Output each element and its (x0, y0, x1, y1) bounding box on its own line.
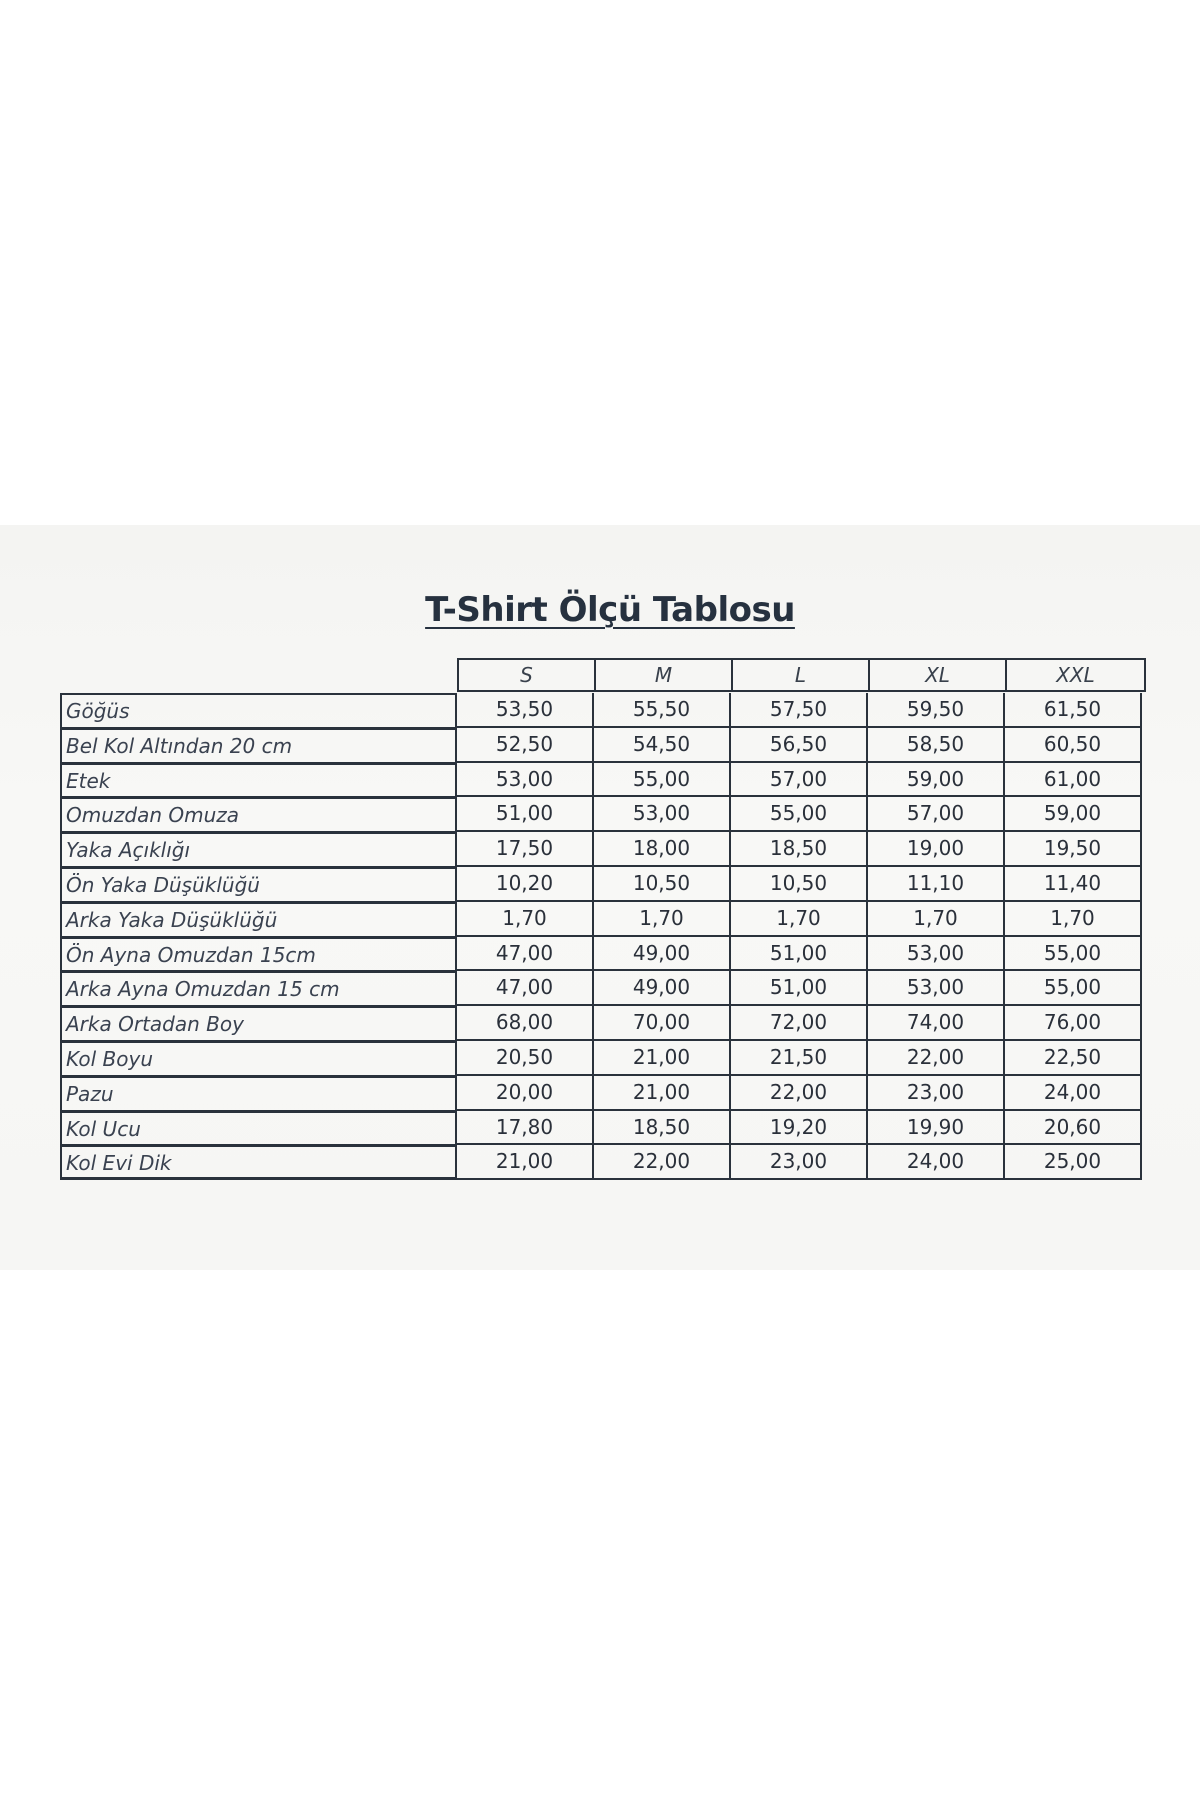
measurement-label: Ön Yaka Düşüklüğü (60, 867, 457, 902)
measurement-value-xxl: 76,00 (1005, 1006, 1142, 1041)
size-header-m: M (596, 660, 733, 690)
measurement-value-m: 18,00 (594, 832, 731, 867)
table-row (60, 867, 1145, 902)
measurement-value-s: 20,00 (457, 1076, 594, 1111)
measurement-value-l: 23,00 (731, 1145, 868, 1180)
measurement-value-l: 56,50 (731, 728, 868, 763)
measurement-value-xl: 22,00 (868, 1041, 1005, 1076)
measurement-value-xl: 24,00 (868, 1145, 1005, 1180)
measurement-value-xl: 57,00 (868, 797, 1005, 832)
measurement-value-s: 21,00 (457, 1145, 594, 1180)
measurement-value-xxl: 55,00 (1005, 937, 1142, 972)
size-header-xxl: XXL (1056, 663, 1095, 687)
measurement-value-s: 53,00 (457, 763, 594, 798)
measurement-value-xl: 53,00 (868, 937, 1005, 972)
measurement-value-l: 21,50 (731, 1041, 868, 1076)
table-row (60, 728, 1145, 763)
measurement-value-l: 55,00 (731, 797, 868, 832)
measurement-value-xl: 59,00 (868, 763, 1005, 798)
measurement-value-s: 1,70 (457, 902, 594, 937)
measurement-value-xxl: 25,00 (1005, 1145, 1142, 1180)
measurement-label: Pazu (60, 1076, 457, 1111)
measurement-value-xxl: 1,70 (1005, 902, 1142, 937)
measurement-value-l: 57,50 (731, 693, 868, 728)
table-title (0, 590, 1200, 630)
table-row (60, 902, 1145, 937)
measurement-value-xl: 58,50 (868, 728, 1005, 763)
measurement-value-m: 55,50 (594, 693, 731, 728)
table-row (60, 763, 1145, 798)
measurement-value-s: 51,00 (457, 797, 594, 832)
table-row (60, 832, 1145, 867)
measurement-value-m: 54,50 (594, 728, 731, 763)
measurement-value-m: 49,00 (594, 971, 731, 1006)
measurement-value-xl: 11,10 (868, 867, 1005, 902)
measurement-value-xxl: 24,00 (1005, 1076, 1142, 1111)
measurement-value-l: 1,70 (731, 902, 868, 937)
measurement-label: Etek (60, 763, 457, 798)
measurement-value-m: 10,50 (594, 867, 731, 902)
measurement-value-xxl: 19,50 (1005, 832, 1142, 867)
measurement-value-xl: 23,00 (868, 1076, 1005, 1111)
measurement-value-xxl: 22,50 (1005, 1041, 1142, 1076)
measurement-value-xxl: 61,50 (1005, 693, 1142, 728)
measurement-value-m: 18,50 (594, 1111, 731, 1146)
measurement-value-m: 55,00 (594, 763, 731, 798)
measurement-value-l: 57,00 (731, 763, 868, 798)
measurement-value-xl: 53,00 (868, 971, 1005, 1006)
measurement-value-s: 20,50 (457, 1041, 594, 1076)
measurement-value-xxl: 60,50 (1005, 728, 1142, 763)
size-header-xl: XL (870, 660, 1007, 690)
measurement-value-s: 47,00 (457, 937, 594, 972)
measurement-label: Bel Kol Altından 20 cm (60, 728, 457, 763)
measurement-value-xl: 74,00 (868, 1006, 1005, 1041)
table-row (60, 971, 1145, 1006)
measurement-label: Yaka Açıklığı (60, 832, 457, 867)
measurement-label: Kol Boyu (60, 1041, 457, 1076)
measurement-value-xxl: 20,60 (1005, 1111, 1142, 1146)
measurement-value-xxl: 11,40 (1005, 867, 1142, 902)
measurement-value-xl: 19,00 (868, 832, 1005, 867)
measurement-value-xl: 19,90 (868, 1111, 1005, 1146)
measurement-value-m: 1,70 (594, 902, 731, 937)
table-row (60, 1145, 1145, 1180)
measurement-value-m: 49,00 (594, 937, 731, 972)
measurement-value-xxl: 61,00 (1005, 763, 1142, 798)
table-row (60, 937, 1145, 972)
measurement-value-l: 10,50 (731, 867, 868, 902)
measurement-value-m: 22,00 (594, 1145, 731, 1180)
table-row (60, 1111, 1145, 1146)
measurement-label: Arka Yaka Düşüklüğü (60, 902, 457, 937)
measurement-value-l: 19,20 (731, 1111, 868, 1146)
measurement-label: Arka Ayna Omuzdan 15 cm (60, 971, 457, 1006)
measurement-value-l: 51,00 (731, 971, 868, 1006)
measurement-value-s: 68,00 (457, 1006, 594, 1041)
size-header-s: S (459, 660, 596, 690)
measurement-value-l: 72,00 (731, 1006, 868, 1041)
measurement-table (60, 693, 1145, 1180)
measurement-value-xl: 1,70 (868, 902, 1005, 937)
measurement-value-l: 18,50 (731, 832, 868, 867)
table-row (60, 797, 1145, 832)
measurement-value-xl: 59,50 (868, 693, 1005, 728)
measurement-value-l: 22,00 (731, 1076, 868, 1111)
measurement-value-s: 53,50 (457, 693, 594, 728)
measurement-value-s: 10,20 (457, 867, 594, 902)
measurement-label: Ön Ayna Omuzdan 15cm (60, 937, 457, 972)
table-row (60, 693, 1145, 728)
size-header-row (457, 658, 1146, 692)
measurement-value-xxl: 55,00 (1005, 971, 1142, 1006)
measurement-value-s: 17,80 (457, 1111, 594, 1146)
size-header-l: L (733, 660, 870, 690)
measurement-label: Göğüs (60, 693, 457, 728)
table-row (60, 1006, 1145, 1041)
measurement-value-m: 70,00 (594, 1006, 731, 1041)
measurement-label: Arka Ortadan Boy (60, 1006, 457, 1041)
measurement-value-m: 21,00 (594, 1041, 731, 1076)
table-row (60, 1041, 1145, 1076)
measurement-label: Kol Evi Dik (60, 1145, 457, 1180)
measurement-value-l: 51,00 (731, 937, 868, 972)
measurement-value-m: 21,00 (594, 1076, 731, 1111)
measurement-label: Kol Ucu (60, 1111, 457, 1146)
measurement-value-s: 47,00 (457, 971, 594, 1006)
measurement-value-s: 17,50 (457, 832, 594, 867)
table-row (60, 1076, 1145, 1111)
measurement-value-s: 52,50 (457, 728, 594, 763)
measurement-value-xxl: 59,00 (1005, 797, 1142, 832)
table-title-text: T-Shirt Ölçü Tablosu (425, 590, 795, 630)
measurement-value-m: 53,00 (594, 797, 731, 832)
measurement-label: Omuzdan Omuza (60, 797, 457, 832)
